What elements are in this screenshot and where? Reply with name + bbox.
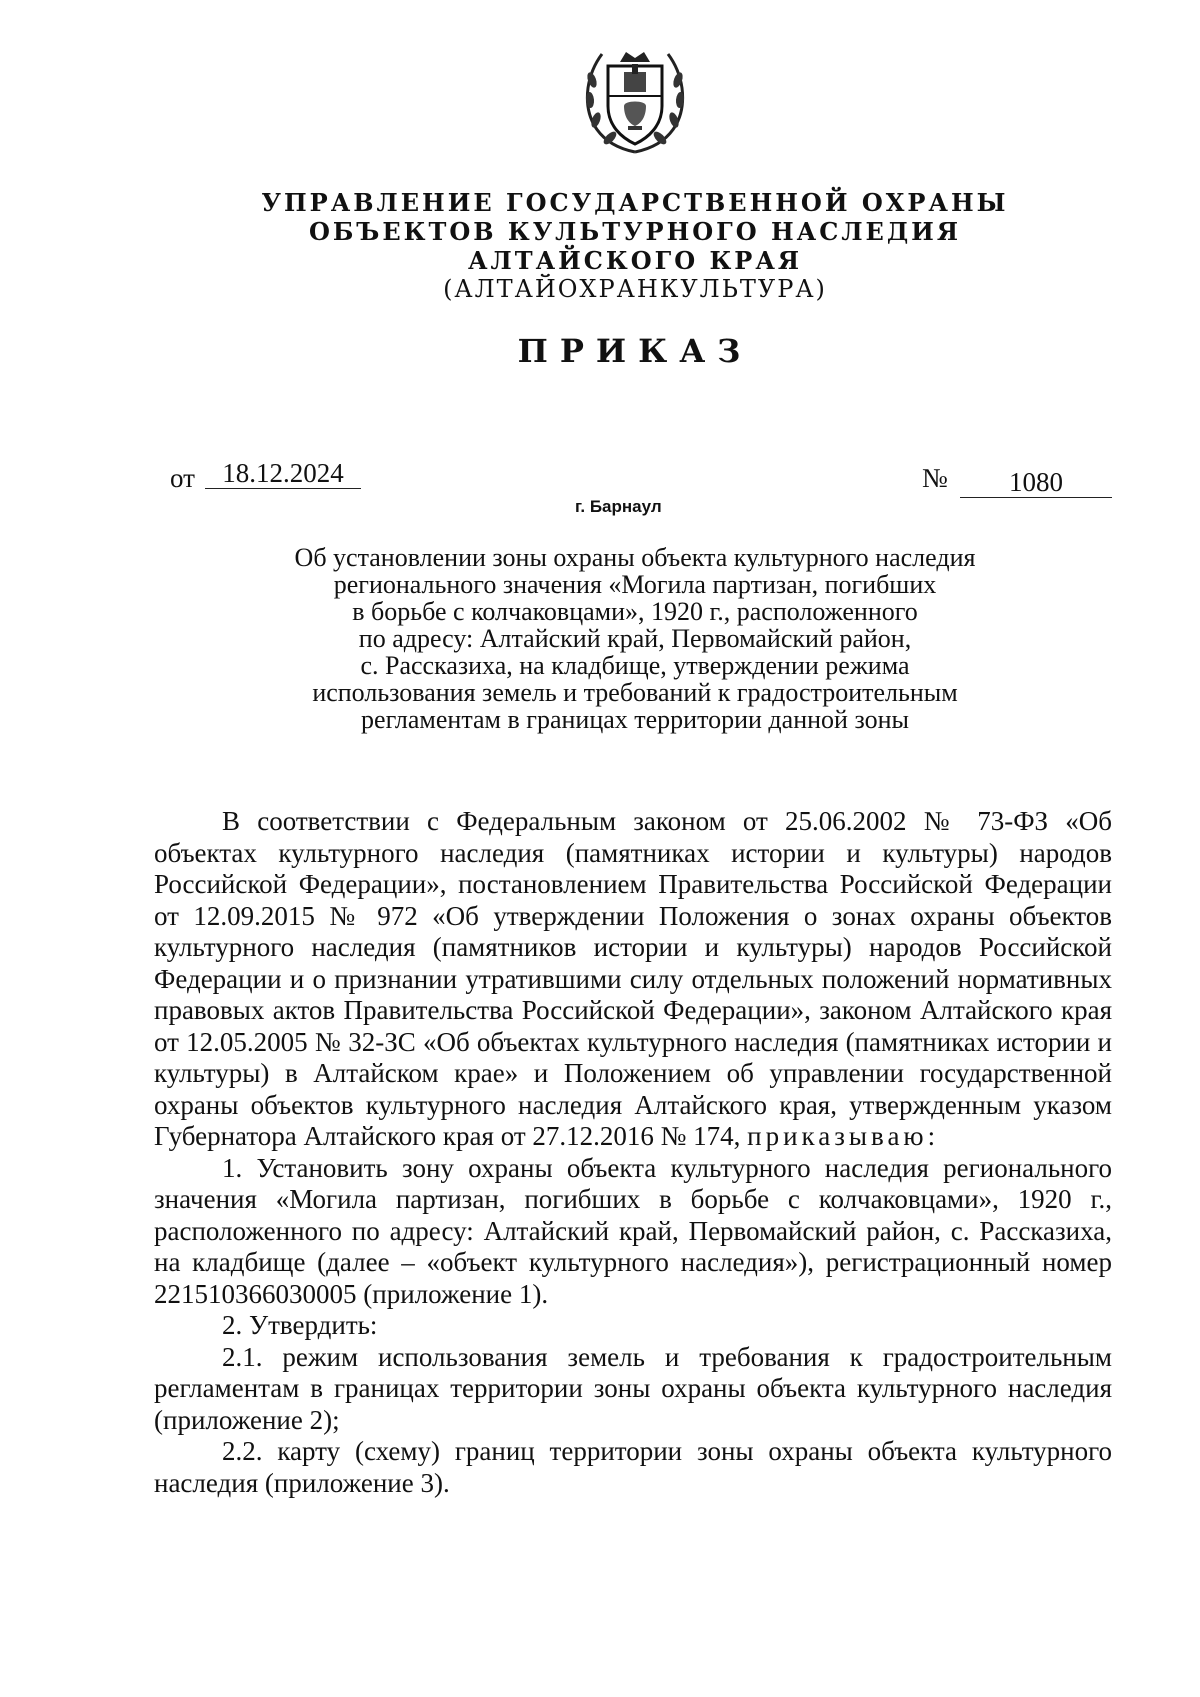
organization-header [250,188,1020,304]
item-2-2: 2.2. карту (схему) границ территории зоны охраны объекта культурного наследия (приложение 3). [154,1436,1112,1498]
org-name-line: ОБЪЕКТОВ КУЛЬТУРНОГО НАСЛЕДИЯ [308,217,962,246]
preamble-text: В соответствии с Федеральным законом от 25.06.2002 № 73-ФЗ «Об объектах культурного наследия (памятниках истории и культуры) народов Российской Федерации», постановлением Правительства Российской Федерации от 12.09.2015 № 972 «Об утверждении Положения о зонах охраны объектов культурного наследия (памятников истории и культуры) народов Российской Федерации и о признании утратившими силу отдельных положений нормативных правовых актов Правительства Российской Федерации», законом Алтайского края от 12.05.2005 № 32-ЗС «Об объектах культурного наследия (памятниках истории и культуры) в Алтайском крае» и Положением об управлении государственной охраны объектов культурного наследия Алтайского края, утвержденным указом Губернатора Алтайского края от 27.12.2016 № 174, [154,806,1112,1151]
city-label: г. Барнаул [575,497,662,516]
number-prefix: № [922,463,948,493]
coat-of-arms-icon [580,40,690,158]
document-date: 18.12.2024 [205,458,361,489]
order-body [154,806,1112,1499]
org-abbreviation: (АЛТАЙОХРАНКУЛЬТУРА) [443,275,827,303]
order-word: приказываю: [747,1121,940,1151]
subject-line: регионального значения «Могила партизан, погибших [333,570,937,599]
item-1: 1. Установить зону охраны объекта культурного наследия регионального значения «Могила партизан, погибших в борьбе с колчаковцами», 1920 г., расположенного по адресу: Алтайский край, Первомайский район, с. Рассказиха, на кладбище (далее – «объект культурного наследия»), регистрационный номер 221510366030005 (приложение 1). [154,1152,1112,1309]
date-prefix: от [170,463,195,493]
subject-line: использования земель и требований к градостроительным [312,678,958,707]
document-number: 1080 [960,467,1112,498]
org-name-line: УПРАВЛЕНИЕ ГОСУДАРСТВЕННОЙ ОХРАНЫ [261,188,1009,217]
subject-line: регламентам в границах территории данной зоны [361,705,909,734]
org-name-line: АЛТАЙСКОГО КРАЯ [467,246,803,275]
subject-line: Об установлении зоны охраны объекта культурного наследия [294,543,976,572]
preamble-paragraph [154,806,1112,1153]
document-title: ПРИКАЗ [517,332,753,370]
item-2-1: 2.1. режим использования земель и требования к градостроительным регламентам в границах территории зоны охраны объекта культурного наследия (приложение 2); [154,1341,1112,1435]
item-2: 2. Утвердить: [222,1310,378,1340]
order-subject [230,544,1040,733]
subject-line: в борьбе с колчаковцами», 1920 г., расположенного [352,597,918,626]
subject-line: с. Рассказиха, на кладбище, утверждении режима [360,651,910,680]
subject-line: по адресу: Алтайский край, Первомайский район, [358,624,912,653]
